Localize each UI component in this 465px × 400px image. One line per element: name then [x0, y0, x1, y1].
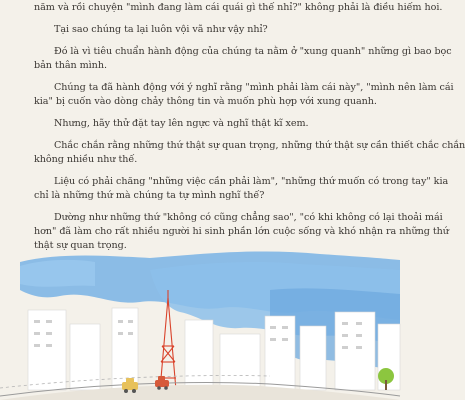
text-line: chỉ là những thứ mà chúng ta tự mình nghĩ thế? — [34, 190, 265, 201]
text-line: Đó là vì tiêu chuẩn hành động của chúng ta nằm ở "xung quanh" những gì bao bọc — [54, 46, 452, 57]
text-line: Chúng ta đã hành động với ý nghĩ rằng "mình phải làm cái này", "mình nên làm cái — [54, 82, 454, 93]
text-line: bản thân mình. — [34, 60, 107, 71]
text-line: kia" bị cuốn vào dòng chảy thông tin và muốn phù hợp với xung quanh. — [34, 96, 377, 107]
text-line: hơn" đã làm cho rất nhiều người hi sinh phần lớn cuộc sống và khó nhận ra những thứ — [34, 226, 449, 237]
text-line: thật sự quan trọng. — [34, 240, 127, 251]
sky-stroke — [20, 260, 95, 287]
text-line: Liệu có phải chăng "những việc cần phải làm", "những thứ muốn có trong tay" kia — [54, 176, 449, 187]
text-line: Tại sao chúng ta lại luôn vội vã như vậy nhỉ? — [54, 24, 268, 35]
city-illustration — [0, 250, 400, 400]
text-line: Nhưng, hãy thử đặt tay lên ngực và nghĩ thật kĩ xem. — [54, 118, 309, 129]
building — [220, 334, 260, 390]
building — [185, 320, 213, 390]
text-line: Chắc chắn rằng những thứ thật sự quan trọng, những thứ thật sự cần thiết chắc chắn — [54, 140, 465, 151]
building — [265, 316, 295, 390]
building — [335, 312, 375, 390]
text-line: năm và rồi chuyện "mình đang làm cái quái gì thế nhỉ?" không phải là điều hiếm hoi. — [34, 2, 443, 13]
text-line: Dường như những thứ "không có cũng chẳng sao", "có khi không có lại thoải mái — [54, 212, 443, 223]
building — [300, 326, 326, 390]
text-line: không nhiều như thế. — [34, 154, 138, 165]
